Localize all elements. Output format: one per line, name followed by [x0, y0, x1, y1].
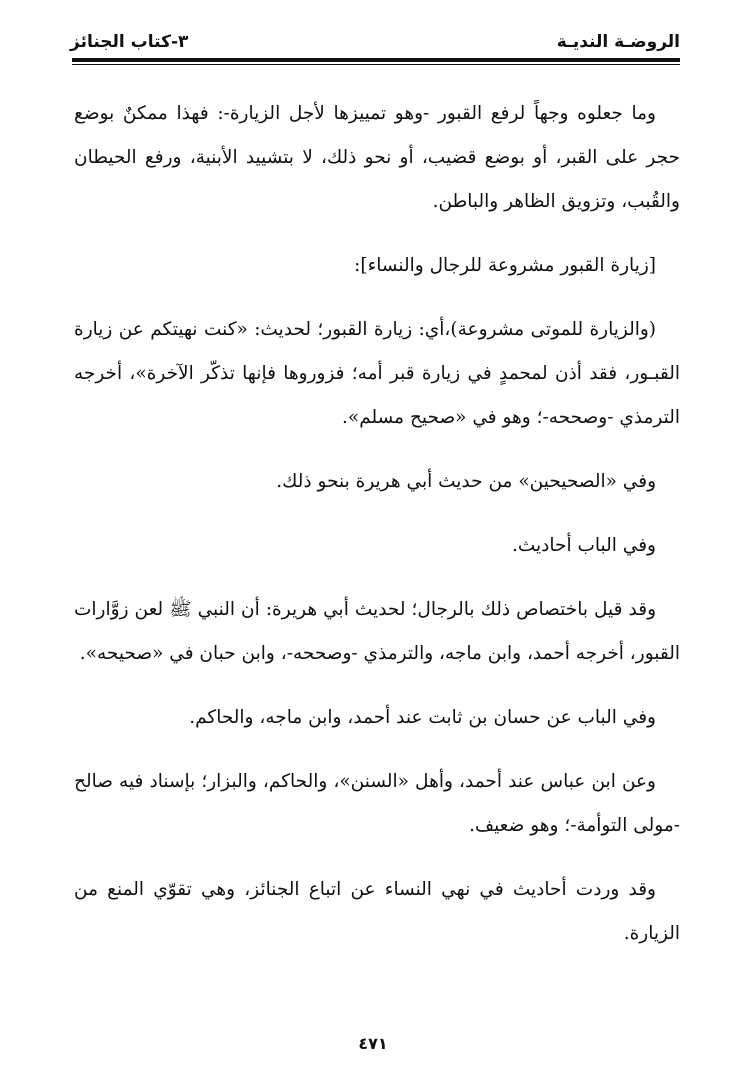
paragraph-1: وما جعلوه وجهاً لرفع القبور -وهو تمييزها لأجل الزيارة-: فهذا ممكنٌ بوضع حجر على القبر، أو بوضع قضيب، أو نحو ذلك، لا بتشييد الأبنية، ورفع الحيطان والقُبب، وتزويق الظاهر والباطن. [74, 103, 680, 212]
paragraph-6: وفي الباب عن حسان بن ثابت عند أحمد، وابن ماجه، والحاكم. [189, 707, 656, 728]
paragraph-5: وقد قيل باختصاص ذلك بالرجال؛ لحديث أبي هريرة: أن النبي ﷺ لعن زوَّارات القبور، أخرجه أحمد، وابن ماجه، والترمذي -وصححه-، وابن حبان في «صحيحه». [74, 599, 680, 664]
page-body [74, 92, 680, 956]
header-rule-thick [72, 58, 680, 62]
paragraph-8: وقد وردت أحاديث في نهي النساء عن اتباع الجنائز، وهي تقوّي المنع من الزيارة. [74, 879, 680, 944]
running-header [70, 28, 680, 56]
paragraph-4: وفي الباب أحاديث. [511, 535, 656, 556]
page-number: ٤٧١ [358, 1034, 388, 1053]
paragraph-7: وعن ابن عباس عند أحمد، وأهل «السنن»، والحاكم، والبزار؛ بإسناد فيه صالح -مولى التوأمة-؛ وهو ضعيف. [74, 771, 680, 836]
book-title: الروضـة النديـة [556, 32, 680, 52]
paragraph-2: (والزيارة للموتى مشروعة)،أي: زيارة القبور؛ لحديث: «كنت نهيتكم عن زيارة القبـور، فقد أذن لمحمدٍ في زيارة قبر أمه؛ فزوروها فإنها تذكّر الآخرة»، أخرجه الترمذي -وصححه-؛ وهو في «صحيح مسلم». [74, 319, 680, 428]
section-heading: [زيارة القبور مشروعة للرجال والنساء]: [354, 255, 656, 276]
paragraph-3: وفي «الصحيحين» من حديث أبي هريرة بنحو ذلك. [276, 471, 656, 492]
chapter-title: ٣-كتاب الجنائز [70, 32, 189, 52]
header-rule-thin [72, 64, 680, 65]
